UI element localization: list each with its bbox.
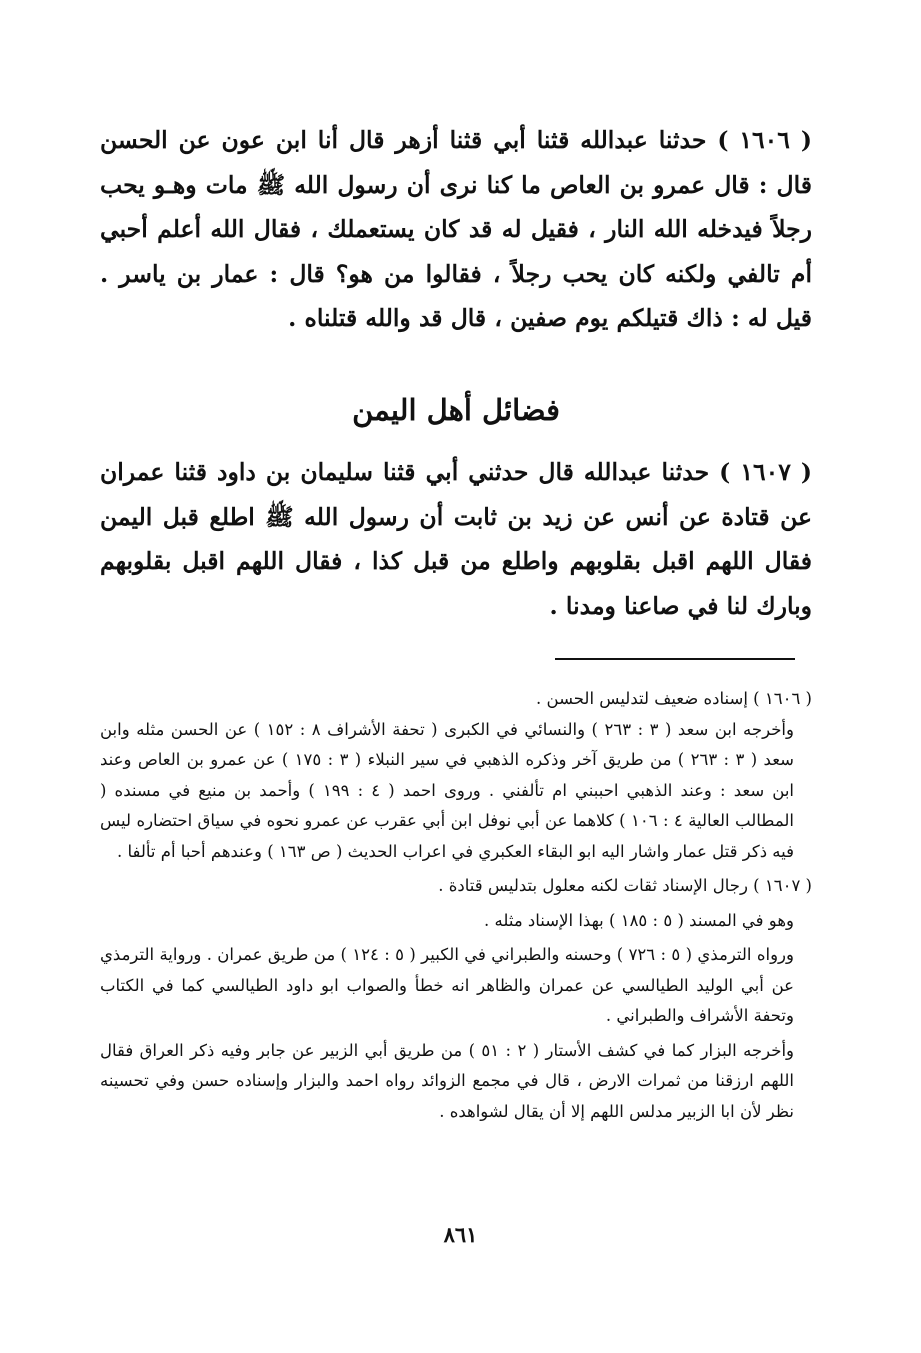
- hadith-1607-text: ( ١٦٠٧ ) حدثنا عبدالله قال حدثني أبي قثنا سليمان بن داود قثنا عمران عن قتادة عن أنس عن زيد بن ثابت أن رسول الله ﷺ اطلع قبل اليمن فقال اللهم اقبل بقلوبهم واطلع من قبل كذا ، فقال اللهم اقبل بقلوبهم وبارك لنا في صاعنا ومدنا .: [100, 458, 812, 620]
- footnote-1606-title: ( ١٦٠٦ ) إسناده ضعيف لتدليس الحسن .: [536, 689, 812, 708]
- hadith-1606-text: ( ١٦٠٦ ) حدثنا عبدالله قثنا أبي قثنا أزهر قال أنا ابن عون عن الحسن قال : قال عمرو بن العاص ما كنا نرى أن رسول الله ﷺ مات وهـو يحب رجلاً فيدخله الله النار ، فقيل له قد كان يستعملك ، فقال الله أعلم أحبي أم تالفي ولكنه كان يحب رجلاً ، فقالوا من هو؟ قال : عمار بن ياسر . قيل له : ذاك قتيلكم يوم صفين ، قال قد والله قتلناه .: [100, 126, 812, 332]
- hadith-1606: [100, 118, 812, 341]
- footnote-1607-title: ( ١٦٠٧ ) رجال الإسناد ثقات لكنه معلول بتدليس قتادة .: [438, 876, 812, 895]
- page-number: ٨٦١: [443, 1222, 478, 1247]
- footnote-1607-para-3: وأخرجه البزار كما في كشف الأستار ( ٢ : ٥١ ) من طريق أبي الزبير عن جابر وفيه ذكر العراق فقال اللهم ارزقنا من ثمرات الارض ، قال في مجمع الزوائد رواه احمد والبزار وإسناده حسن وفي تحسينه نظر لأن ابا الزبير مدلس اللهم إلا أن يقال لشواهده .: [100, 1040, 794, 1121]
- footnote-divider: [555, 658, 795, 660]
- footnotes: [100, 684, 812, 1127]
- footnote-1607-para-2: ورواه الترمذي ( ٥ : ٧٢٦ ) وحسنه والطبراني في الكبير ( ٥ : ١٢٤ ) من طريق عمران . ورواية الترمذي عن أبي الوليد الطيالسي عن عمران والظاهر انه خطأ والصواب ابو داود الطيالسي كما في الكتاب وتحفة الأشراف والطبراني .: [100, 945, 794, 1025]
- footnote-1607-para-1: وهو في المسند ( ٥ : ١٨٥ ) بهذا الإسناد مثله .: [484, 910, 794, 930]
- footnote-1606-body: وأخرجه ابن سعد ( ٣ : ٢٦٣ ) والنسائي في الكبرى ( تحفة الأشراف ٨ : ١٥٢ ) عن الحسن مثله وابن سعد ( ٣ : ٢٦٣ ) من طريق آخر وذكره الذهبي في سير النبلاء ( ٣ : ١٧٥ ) عن عمرو بن العاص وعند ابن سعد : وعند الذهبي احببني ام تألفني . وروى احمد ( ٤ : ١٩٩ ) وأحمد بن منيع في مسنده ( المطالب العالية ٤ : ١٠٦ ) كلاهما عن أبي نوفل ابن أبي عقرب عن عمرو نحوه في سياق احتضاره ليس فيه ذكر قتل عمار واشار اليه ابو البقاء العكبري في اعراب الحديث ( ص ١٦٣ ) وعندهم أحبا أم تألفا .: [100, 719, 794, 861]
- section-heading: فضائل أهل اليمن: [352, 393, 560, 427]
- hadith-1607: [100, 450, 812, 628]
